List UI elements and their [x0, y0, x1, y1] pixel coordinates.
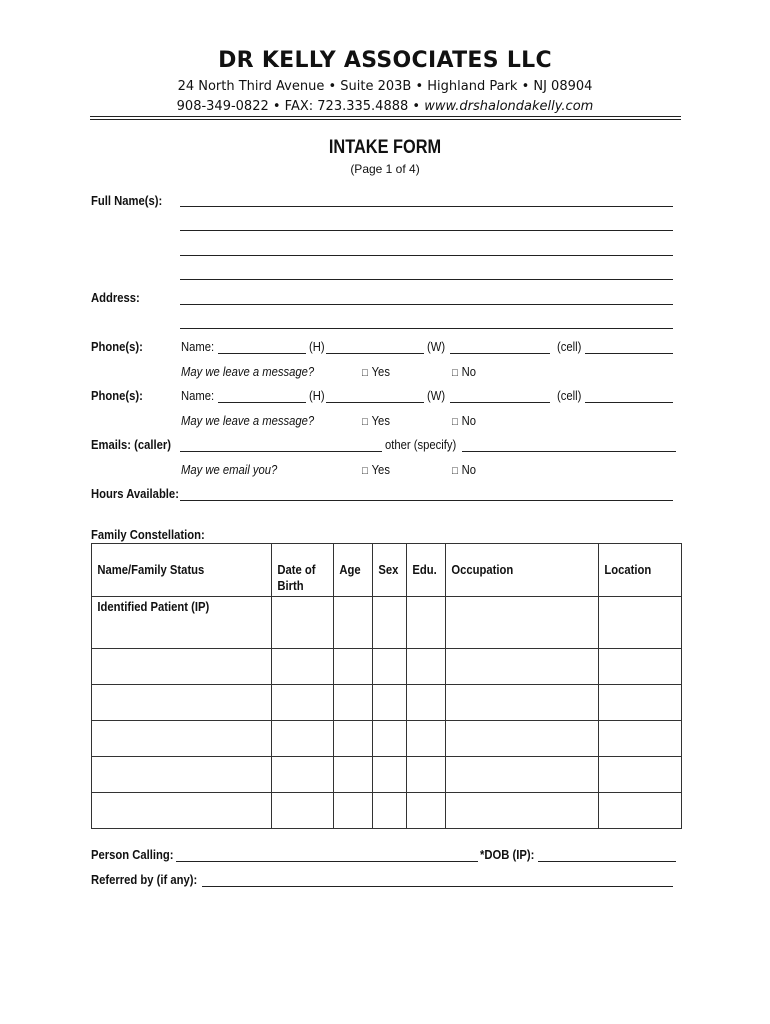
table-cell[interactable] [599, 757, 682, 793]
other-email-field[interactable] [462, 451, 676, 452]
column-header: Date of Birth [272, 544, 334, 597]
table-row [92, 793, 682, 829]
table-cell[interactable] [446, 597, 599, 649]
table-cell[interactable] [407, 685, 446, 721]
family-table [91, 543, 682, 829]
table-cell[interactable] [407, 757, 446, 793]
table-cell[interactable] [446, 649, 599, 685]
checkbox-icon[interactable]: □ [452, 416, 458, 428]
table-cell[interactable] [334, 757, 373, 793]
other-email-label: other (specify) [385, 438, 457, 452]
identified-patient-label: Identified Patient (IP) [97, 600, 210, 614]
cell-phone-field-1[interactable] [585, 353, 673, 354]
message-no-option-1[interactable]: □ No [452, 365, 476, 379]
home-phone-field-1[interactable] [326, 353, 424, 354]
table-row [92, 721, 682, 757]
table-cell[interactable] [92, 793, 272, 829]
checkbox-icon[interactable]: □ [362, 416, 368, 428]
cell-label-1: (cell) [557, 340, 582, 354]
phones-label-1: Phone(s): [91, 340, 143, 354]
email-you-question: May we email you? [181, 463, 278, 477]
full-names-label: Full Name(s): [91, 194, 163, 208]
person-calling-field[interactable] [176, 861, 478, 862]
full-name-line-3[interactable] [180, 255, 673, 256]
table-cell[interactable] [599, 793, 682, 829]
table-cell[interactable] [272, 793, 334, 829]
table-cell[interactable] [373, 793, 407, 829]
table-cell[interactable] [373, 649, 407, 685]
family-constellation-label: Family Constellation: [91, 528, 205, 542]
home-label-1: (H) [309, 340, 325, 354]
table-cell[interactable] [272, 597, 334, 649]
table-cell[interactable] [373, 685, 407, 721]
checkbox-icon[interactable]: □ [452, 465, 458, 477]
dob-field[interactable] [538, 861, 676, 862]
hours-label: Hours Available: [91, 487, 179, 501]
table-cell[interactable] [334, 597, 373, 649]
home-label-2: (H) [309, 389, 325, 403]
phone-name-field-2[interactable] [218, 402, 306, 403]
table-row [92, 757, 682, 793]
table-cell[interactable] [599, 685, 682, 721]
table-cell[interactable] [446, 685, 599, 721]
table-row [92, 649, 682, 685]
header-divider [90, 116, 681, 120]
table-cell[interactable] [92, 597, 272, 649]
checkbox-icon[interactable]: □ [362, 367, 368, 379]
table-cell[interactable] [446, 757, 599, 793]
address-line-2[interactable] [180, 328, 673, 329]
address-line-1[interactable] [180, 304, 673, 305]
company-name: DR KELLY ASSOCIATES LLC [218, 48, 552, 73]
table-cell[interactable] [407, 793, 446, 829]
table-cell[interactable] [373, 597, 407, 649]
table-cell[interactable] [599, 649, 682, 685]
hours-field[interactable] [180, 500, 673, 501]
column-header: Sex [373, 544, 407, 597]
work-phone-field-1[interactable] [450, 353, 550, 354]
company-address: 24 North Third Avenue • Suite 203B • Highland Park • NJ 08904 [177, 79, 593, 94]
cell-phone-field-2[interactable] [585, 402, 673, 403]
form-title: INTAKE FORM [328, 137, 442, 158]
table-cell[interactable] [599, 721, 682, 757]
table-cell[interactable] [272, 721, 334, 757]
website-link[interactable]: www.drshalondakelly.com [424, 99, 594, 114]
emails-label: Emails: (caller) [91, 438, 172, 452]
phone-name-label-1: Name: [181, 340, 215, 354]
table-cell[interactable] [407, 721, 446, 757]
table-cell[interactable] [407, 597, 446, 649]
table-cell[interactable] [92, 685, 272, 721]
message-yes-option-1[interactable]: □ Yes [362, 365, 390, 379]
leave-message-question-1: May we leave a message? [181, 365, 315, 379]
table-cell[interactable] [446, 793, 599, 829]
full-name-line-1[interactable] [180, 206, 673, 207]
phone-name-label-2: Name: [181, 389, 215, 403]
table-cell[interactable] [272, 649, 334, 685]
referred-by-field[interactable] [202, 886, 673, 887]
phone-name-field-1[interactable] [218, 353, 306, 354]
table-cell[interactable] [446, 721, 599, 757]
full-name-line-2[interactable] [180, 230, 673, 231]
person-calling-label: Person Calling: [91, 848, 174, 862]
dob-label: *DOB (IP): [480, 848, 535, 862]
column-header: Location [599, 544, 682, 597]
message-yes-option-2[interactable]: □ Yes [362, 414, 390, 428]
email-yes-option[interactable]: □ Yes [362, 463, 390, 477]
work-phone-field-2[interactable] [450, 402, 550, 403]
table-cell[interactable] [92, 721, 272, 757]
column-header: Name/Family Status [92, 544, 272, 597]
full-name-line-4[interactable] [180, 279, 673, 280]
table-cell[interactable] [373, 721, 407, 757]
table-cell[interactable] [92, 757, 272, 793]
table-row [92, 685, 682, 721]
address-label: Address: [91, 291, 140, 305]
page-indicator: (Page 1 of 4) [350, 162, 420, 176]
phone-fax: 908-349-0822 • FAX: 723.335.4888 • [176, 99, 425, 114]
table-cell[interactable] [334, 793, 373, 829]
home-phone-field-2[interactable] [326, 402, 424, 403]
table-cell[interactable] [334, 721, 373, 757]
family-table-header [92, 544, 682, 597]
table-cell[interactable] [92, 649, 272, 685]
message-no-option-2[interactable]: □ No [452, 414, 476, 428]
table-cell[interactable] [272, 757, 334, 793]
checkbox-icon[interactable]: □ [452, 367, 458, 379]
table-cell[interactable] [599, 597, 682, 649]
caller-email-field[interactable] [180, 451, 382, 452]
column-header: Edu. [407, 544, 446, 597]
referred-by-label: Referred by (if any): [91, 873, 198, 887]
company-contact [0, 99, 770, 114]
checkbox-icon[interactable]: □ [362, 465, 368, 477]
cell-label-2: (cell) [557, 389, 582, 403]
phones-label-2: Phone(s): [91, 389, 143, 403]
table-cell[interactable] [334, 649, 373, 685]
email-no-option[interactable]: □ No [452, 463, 476, 477]
table-cell[interactable] [334, 685, 373, 721]
leave-message-question-2: May we leave a message? [181, 414, 315, 428]
table-cell[interactable] [407, 649, 446, 685]
column-header: Occupation [446, 544, 599, 597]
table-cell[interactable] [373, 757, 407, 793]
table-row [92, 597, 682, 649]
column-header: Age [334, 544, 373, 597]
work-label-1: (W) [427, 340, 446, 354]
table-cell[interactable] [272, 685, 334, 721]
work-label-2: (W) [427, 389, 446, 403]
